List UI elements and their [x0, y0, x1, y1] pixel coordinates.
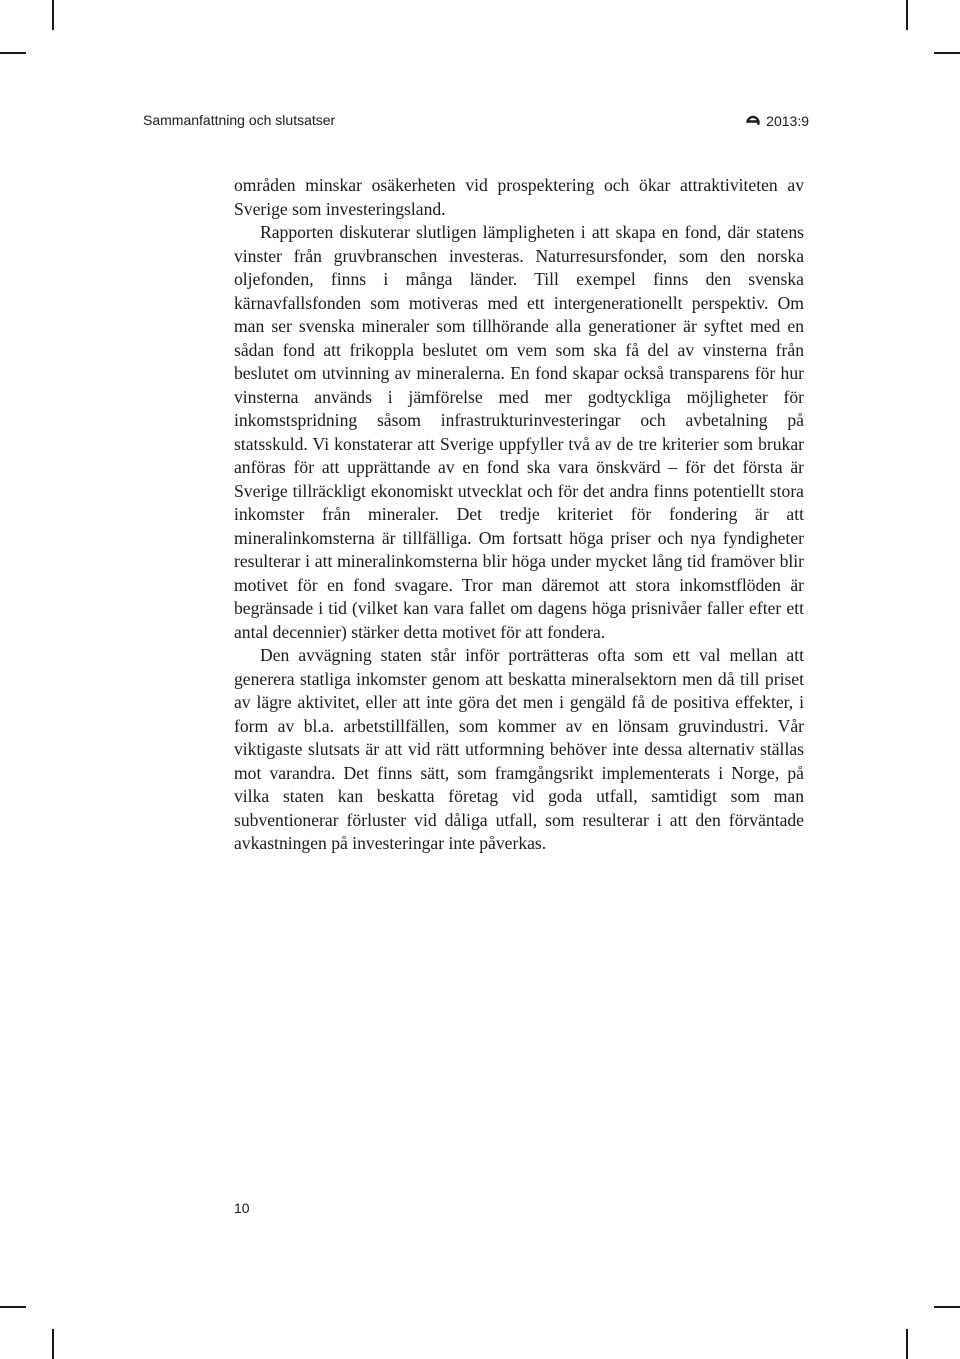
report-id: [744, 112, 809, 130]
crop-mark-top-left: [52, 0, 54, 30]
body-text: [234, 174, 804, 856]
report-logo-icon: [744, 112, 762, 130]
crop-mark-bottom-right: [906, 1329, 908, 1359]
body-paragraph: Den avvägning staten står inför porträtteras ofta som ett val mellan att generera statliga inkomster genom att beskatta mineralsektorn men då till priset av lägre aktivitet, eller att inte göra det men i gengäld få de positiva effekter, i form av bl.a. arbetstillfällen, som kommer av en lönsam gruvindustri. Vår viktigaste slutsats är att vid rätt utformning behöver inte dessa alternativ ställas mot varandra. Det finns sätt, som framgångsrikt implementerats i Norge, på vilka staten kan beskatta företag vid goda utfall, samtidigt som man subventionerar förluster vid dåliga utfall, som resulterar i att den förväntade avkastningen på investeringar inte påverkas.: [234, 645, 804, 853]
crop-mark-left-lower: [0, 1306, 26, 1308]
crop-mark-right-lower: [934, 1306, 960, 1308]
crop-mark-left-upper: [0, 52, 26, 54]
body-paragraph: Rapporten diskuterar slutligen lämpligheten i att skapa en fond, där statens vinster från gruvbranschen investeras. Naturresursfonder, som den norska oljefonden, finns i många länder. Till exempel finns den svenska kärnavfallsfonden som motiveras med ett intergenerationellt perspektiv. Om man ser svenska mineraler som tillhörande alla generationer är syftet med en sådan fond att frikoppla beslutet om vem som ska få del av vinsterna från beslutet om utvinning av mineralerna. En fond skapar också transparens för hur vinsterna används i jämförelse med mer godtyckliga möjligheter för inkomstspridning såsom infrastrukturinvesteringar och avbetalning på statsskuld. Vi konstaterar att Sverige uppfyller två av de tre kriterier som brukar anföras för att upprättande av en fond ska vara önskvärd – för det första är Sverige tillräckligt ekonomiskt utvecklat och för det andra finns potentiellt stora inkomster från mineraler. Det tredje kriteriet för fondering är att mineralinkomsterna är tillfälliga. Om fortsatt höga priser och nya fyndigheter resulterar i att mineralinkomsterna blir höga under mycket lång tid framöver blir motivet för en fond svagare. Tror man däremot att stora inkomstflöden är begränsade i tid (vilket kan vara fallet om dagens höga prisnivåer faller efter ett antal decennier) stärker detta motivet för att fondera.: [234, 222, 804, 642]
running-head: [143, 112, 809, 130]
section-title: Sammanfattning och slutsatser: [143, 112, 336, 128]
report-number: 2013:9: [766, 113, 809, 129]
crop-mark-right-upper: [934, 52, 960, 54]
crop-mark-top-right: [906, 0, 908, 30]
crop-mark-bottom-left: [52, 1329, 54, 1359]
body-paragraph: områden minskar osäkerheten vid prospektering och ökar attraktiviteten av Sverige som investeringsland.: [234, 175, 804, 219]
page-number: 10: [234, 1200, 250, 1216]
